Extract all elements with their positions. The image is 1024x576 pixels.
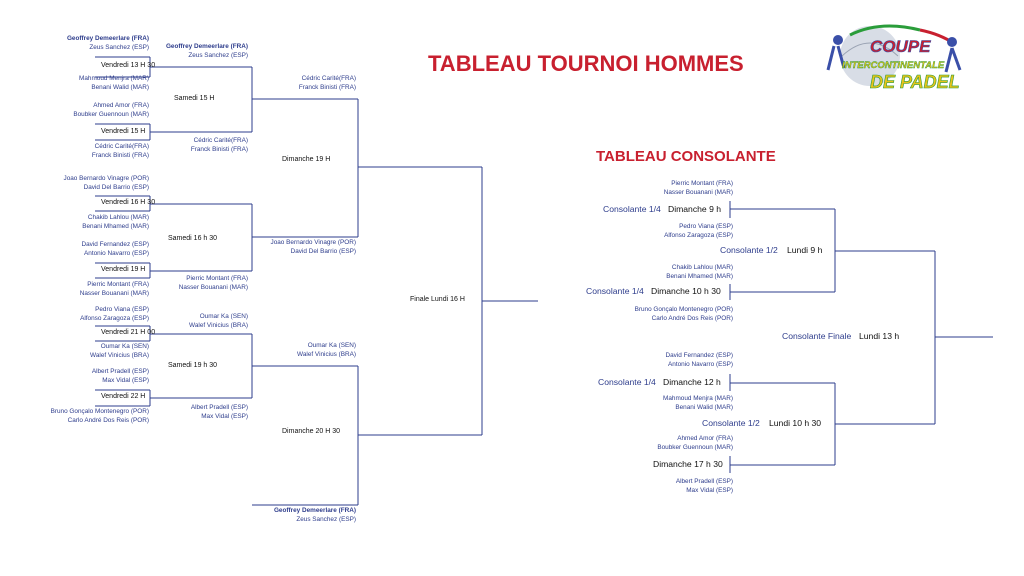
final-bracket [482,167,538,435]
cons-q2-label: Consolante 1/4 [586,286,644,296]
r1-team-1-p2: Zeus Sanchez (ESP) [89,44,149,51]
r1-team-7-p1: David Fernandez (ESP) [81,241,149,248]
r1-team-5-p1: Joao Bernardo Vinagre (POR) [63,175,149,182]
r1-time-2: Vendredi 15 H [101,128,146,135]
cons-team-4-p1: Bruno Gonçalo Montenegro (POR) [634,306,733,313]
r1-team-2-p2: Benani Walid (MAR) [91,84,149,91]
r2-time-3: Samedi 19 h 30 [168,362,218,369]
cons-team-5-p2: Antonio Navarro (ESP) [668,361,733,368]
cons-s2-time: Lundi 10 h 30 [769,418,822,428]
logo-graphic [820,20,970,96]
r1-team-1-p1: Geoffrey Demeerlare (FRA) [66,35,149,42]
r2-team-5-p2: Max Vidal (ESP) [201,413,248,420]
r1-time-5: Vendredi 21 H 00 [101,329,156,336]
cons-s1-label: Consolante 1/2 [720,245,778,255]
cons-q2-time: Dimanche 10 h 30 [651,286,721,296]
r2-team-1-p2: Zeus Sanchez (ESP) [188,52,248,59]
r3-team-3-p2: Walef Vinicius (BRA) [297,351,356,358]
r2-time-2: Samedi 16 h 30 [168,235,218,242]
cons-team-3-p1: Chakib Lahlou (MAR) [671,264,733,271]
r3-bracket-1 [358,99,482,237]
r2-bracket-2 [252,204,358,271]
cons-team-8-p1: Albert Pradell (ESP) [675,478,733,485]
cons-team-4-p2: Carlo André Dos Reis (POR) [651,315,733,322]
cons-team-8-p2: Max Vidal (ESP) [686,487,733,494]
cons-q3-label: Consolante 1/4 [598,377,656,387]
r2-team-3-p2: Nasser Bouanani (MAR) [178,284,248,291]
cons-team-2-p1: Pedro Viana (ESP) [679,223,733,230]
cons-q1-label: Consolante 1/4 [603,204,661,214]
logo-word-inter: INTERCONTINENTALE [842,60,945,71]
cons-q1-time: Dimanche 9 h [668,204,722,214]
r1-team-7-p2: Antonio Navarro (ESP) [84,250,149,257]
r1-team-10-p1: Oumar Ka (SEN) [100,343,149,350]
cons-team-7-p1: Ahmed Amor (FRA) [677,435,733,442]
cons-q3-time: Dimanche 12 h [663,377,721,387]
final-time: Finale Lundi 16 H [410,296,465,303]
cons-s1-time: Lundi 9 h [787,245,823,255]
r1-time-6: Vendredi 22 H [101,393,146,400]
r1-team-11-p2: Max Vidal (ESP) [102,377,149,384]
r3-time-2: Dimanche 20 H 30 [282,428,340,435]
r1-team-12-p2: Carlo André Dos Reis (POR) [67,417,149,424]
r1-team-9-p1: Pedro Viana (ESP) [95,306,149,313]
r2-team-1-p1: Geoffrey Demeerlare (FRA) [165,43,248,50]
cons-team-3-p2: Benani Mhamed (MAR) [666,273,733,280]
r1-team-11-p1: Albert Pradell (ESP) [91,368,149,375]
r3-time-1: Dimanche 19 H [282,156,331,163]
cons-s2-label: Consolante 1/2 [702,418,760,428]
player-right-icon [947,37,957,47]
r1-time-3: Vendredi 16 H 30 [101,199,156,206]
cons-final-time: Lundi 13 h [859,331,900,341]
r1-team-3-p2: Boubker Guennoun (MAR) [73,111,149,118]
r3-team-3-p1: Oumar Ka (SEN) [307,342,356,349]
r2-team-3-p1: Pierric Montant (FRA) [186,275,248,282]
cons-team-1-p1: Pierric Montant (FRA) [671,180,733,187]
r2-team-4-p1: Oumar Ka (SEN) [199,313,248,320]
r1-team-6-p2: Benani Mhamed (MAR) [82,223,149,230]
logo-word-coupe: COUPE [870,37,931,56]
cons-team-6-p1: Mahmoud Menjra (MAR) [663,395,733,402]
r1-team-9-p2: Alfonso Zaragoza (ESP) [80,315,149,322]
consolante-title: TABLEAU CONSOLANTE [596,148,776,165]
r2-time-1: Samedi 15 H [174,95,215,102]
r1-team-5-p2: David Del Barrio (ESP) [83,184,149,191]
r1-team-10-p2: Walef Vinicius (BRA) [90,352,149,359]
page-title: TABLEAU TOURNOI HOMMES [428,51,744,76]
r1-team-12-p1: Bruno Gonçalo Montenegro (POR) [50,408,149,415]
r2-team-2-p1: Cédric Carité(FRA) [193,137,248,144]
r3-team-4-p1: Geoffrey Demeerlare (FRA) [273,507,356,514]
r1-time-1: Vendredi 13 H 30 [101,62,156,69]
r1-team-3-p1: Ahmed Amor (FRA) [93,102,149,109]
cons-q4-time: Dimanche 17 h 30 [653,459,723,469]
r1-team-8-p2: Nasser Bouanani (MAR) [79,290,149,297]
r1-team-4-p1: Cédric Carité(FRA) [94,143,149,150]
r1-time-4: Vendredi 19 H [101,266,146,273]
r1-team-8-p1: Pierric Montant (FRA) [87,281,149,288]
event-logo [820,20,970,96]
r2-team-4-p2: Walef Vinicius (BRA) [189,322,248,329]
r3-team-2-p2: David Del Barrio (ESP) [290,248,356,255]
r3-team-2-p1: Joao Bernardo Vinagre (POR) [270,239,356,246]
r3-team-1-p1: Cédric Carité(FRA) [301,75,356,82]
cons-team-5-p1: David Fernandez (ESP) [665,352,733,359]
cons-team-7-p2: Boubker Guennoun (MAR) [657,444,733,451]
cons-team-2-p2: Alfonso Zaragoza (ESP) [664,232,733,239]
cons-semi-2 [730,383,935,465]
r2-team-2-p2: Franck Binisti (FRA) [190,146,248,153]
cons-team-6-p2: Benani Walid (MAR) [675,404,733,411]
r3-team-1-p2: Franck Binisti (FRA) [298,84,356,91]
r2-team-5-p1: Albert Pradell (ESP) [190,404,248,411]
r1-team-2-p1: Mahmoud Menjra (MAR) [79,75,149,82]
logo-word-padel: DE PADEL [870,72,960,92]
cons-final-label: Consolante Finale [782,331,852,341]
r1-team-6-p1: Chakib Lahlou (MAR) [87,214,149,221]
player-left-icon [833,35,843,45]
r3-team-4-p2: Zeus Sanchez (ESP) [296,516,356,523]
cons-team-1-p2: Nasser Bouanani (MAR) [663,189,733,196]
cons-final [935,251,993,424]
r1-team-4-p2: Franck Binisti (FRA) [91,152,149,159]
